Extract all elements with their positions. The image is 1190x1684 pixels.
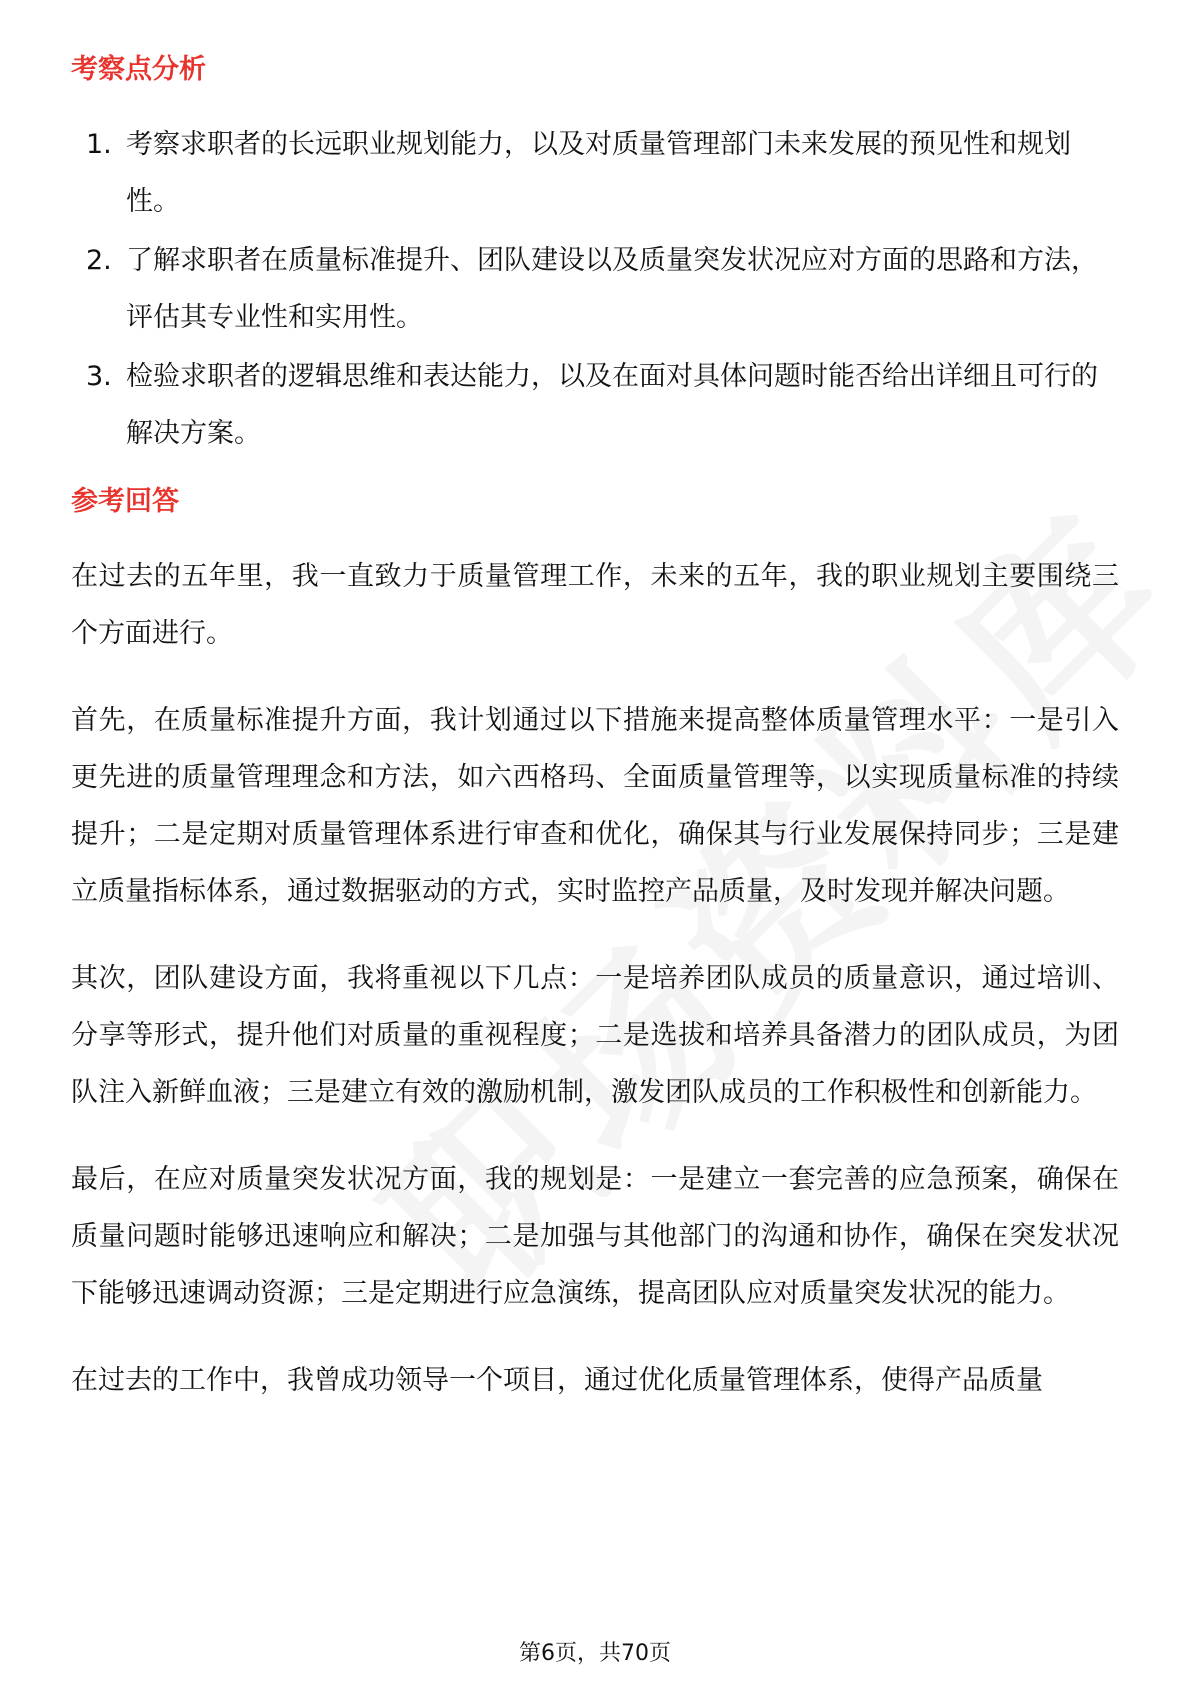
list-item-text: 检验求职者的逻辑思维和表达能力，以及在面对具体问题时能否给出详细且可行的解决方案。	[126, 361, 1098, 449]
list-item	[71, 232, 1119, 346]
analysis-list	[71, 116, 1119, 462]
list-item-number: 2.	[86, 245, 112, 276]
list-item-number: 3.	[86, 361, 112, 392]
paragraph-past-work: 在过去的工作中，我曾成功领导一个项目，通过优化质量管理体系，使得产品质量	[71, 1365, 1043, 1396]
list-item-number: 1.	[86, 129, 112, 160]
page-number-footer: 第6页，共70页	[519, 1641, 671, 1666]
list-item-text: 了解求职者在质量标准提升、团队建设以及质量突发状况应对方面的思路和方法，评估其专业性和实用性。	[126, 245, 1098, 333]
section-heading-analysis: 考察点分析	[71, 54, 206, 85]
list-item	[71, 348, 1119, 462]
list-item-text: 考察求职者的长远职业规划能力，以及对质量管理部门未来发展的预见性和规划性。	[126, 129, 1071, 217]
paragraph-team-building: 其次，团队建设方面，我将重视以下几点：一是培养团队成员的质量意识，通过培训、分享等形式，提升他们对质量的重视程度；二是选拔和培养具备潜力的团队成员，为团队注入新鲜血液；三是建立有效的激励机制，激发团队成员的工作积极性和创新能力。	[71, 963, 1119, 1108]
paragraph-quality-standard: 首先，在质量标准提升方面，我计划通过以下措施来提高整体质量管理水平：一是引入更先进的质量管理理念和方法，如六西格玛、全面质量管理等，以实现质量标准的持续提升；二是定期对质量管理体系进行审查和优化，确保其与行业发展保持同步；三是建立质量指标体系，通过数据驱动的方式，实时监控产品质量，及时发现并解决问题。	[71, 705, 1119, 907]
list-item	[71, 116, 1119, 230]
paragraph-intro: 在过去的五年里，我一直致力于质量管理工作，未来的五年，我的职业规划主要围绕三个方面进行。	[71, 561, 1119, 649]
section-heading-reference-answer: 参考回答	[71, 486, 179, 517]
paragraph-emergency-response: 最后，在应对质量突发状况方面，我的规划是：一是建立一套完善的应急预案，确保在质量问题时能够迅速响应和解决；二是加强与其他部门的沟通和协作，确保在突发状况下能够迅速调动资源；三是定期进行应急演练，提高团队应对质量突发状况的能力。	[71, 1164, 1119, 1309]
page-content	[71, 50, 1119, 1439]
